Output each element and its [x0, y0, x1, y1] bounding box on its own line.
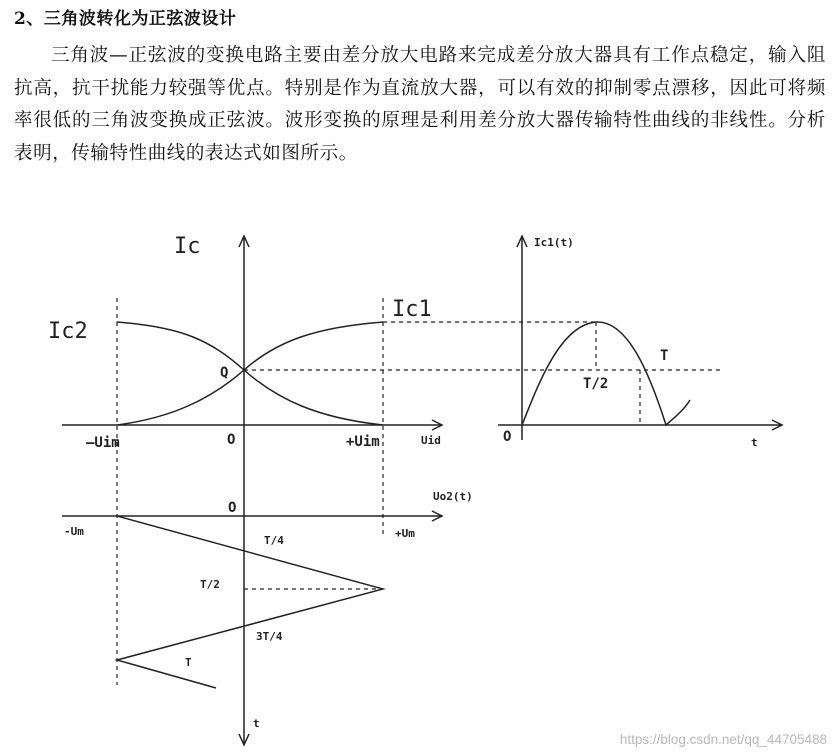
uid-label: Uid — [421, 434, 441, 447]
triangle-waveform — [117, 516, 383, 688]
ic1-curve — [117, 322, 383, 425]
quarter-period-label: T/4 — [264, 534, 284, 547]
uo2-time-label: t — [253, 717, 260, 730]
period-t-label: T — [660, 348, 669, 364]
ic-label: Ic — [174, 234, 201, 259]
q-point-label: Q — [220, 365, 229, 381]
ic1t-label: Ic1(t) — [534, 236, 574, 249]
pos-um-label: +Um — [395, 527, 415, 540]
uo2-origin-label: O — [228, 500, 237, 516]
pos-uim-label: +Uim — [346, 434, 380, 450]
ic1t-origin-label: O — [503, 429, 512, 445]
half-period-label: T/2 — [583, 376, 609, 392]
input-triangle-plot — [62, 511, 442, 745]
ic1t-time-label: t — [751, 436, 758, 449]
section-heading: 2、三角波转化为正弦波设计 — [14, 9, 237, 29]
ic1-time-plot — [498, 236, 782, 440]
transfer-origin-label: O — [227, 432, 236, 448]
uo2t-label: Uo2(t) — [433, 490, 473, 503]
three-quarter-period-label: 3T/4 — [256, 630, 283, 643]
ic2-label: Ic2 — [48, 319, 88, 344]
input-half-period-label: T/2 — [200, 578, 220, 591]
ic1-label: Ic1 — [392, 297, 432, 322]
ic1t-waveform — [522, 322, 690, 425]
full-period-label: T — [185, 656, 192, 669]
body-paragraph: 三角波—正弦波的变换电路主要由差分放大电路来完成差分放大器具有工作点稳定，输入阻抗高，抗干扰能力较强等优点。特别是作为直流放大器，可以有效的抑制零点漂移，因此可将频率很低的三角波变换成正弦波。波形变换的原理是利用差分放大器传输特性曲线的非线性。分析表明，传输特性曲线的表达式如图所示。 — [14, 45, 826, 164]
source-watermark: https://blog.csdn.net/qq_44705488 — [619, 732, 827, 747]
neg-uim-label: —Uim — [86, 435, 120, 451]
neg-um-label: -Um — [64, 525, 84, 538]
ic2-curve — [117, 322, 383, 425]
